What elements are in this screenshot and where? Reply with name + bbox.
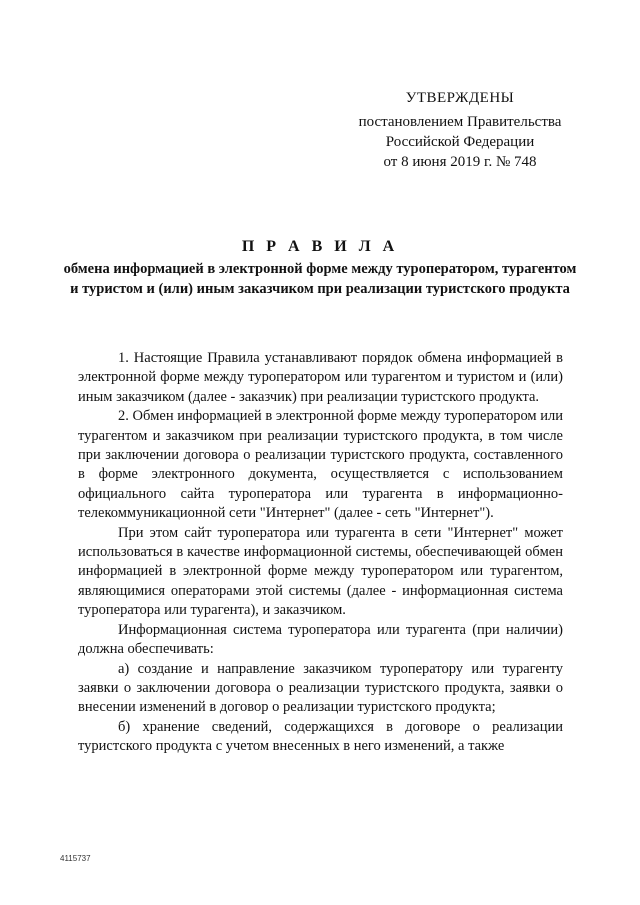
approval-heading: УТВЕРЖДЕНЫ xyxy=(405,90,515,106)
title-subtitle: обмена информацией в электронной форме между туроператором, турагентом и туристом и (или) иным заказчиком при реализации туристского продукта xyxy=(63,261,577,297)
paragraph-1: 1. Настоящие Правила устанавливают порядок обмена информацией в электронной форме между туроператором или турагентом и туристом и (или) иным заказчиком (далее - заказчик) при реализации туристского продукта. xyxy=(78,350,563,405)
approval-block xyxy=(330,88,590,172)
approval-line-2: Российской Федерации xyxy=(385,134,535,150)
document-title xyxy=(60,236,580,299)
document-number: 4115737 xyxy=(60,854,91,863)
paragraph-4: Информационная система туроператора или турагента (при наличии) должна обеспечивать: xyxy=(78,621,563,658)
paragraph-3: При этом сайт туроператора или турагента в сети "Интернет" может использоваться в качестве информационной системы, обеспечивающей обмен информацией в электронной форме между туроператором или турагентом, являющимися операторами этой системы (далее - информационная система туроператора или турагента), и заказчиком. xyxy=(78,524,563,619)
paragraph-6: б) хранение сведений, содержащихся в договоре о реализации туристского продукта с учетом внесенных в него изменений, а также xyxy=(78,718,563,755)
paragraph-2: 2. Обмен информацией в электронной форме между туроператором или турагентом и заказчиком при реализации туристского продукта, в том числе при заключении договора о реализации туристского продукта, составленного в форме электронного документа, осуществляется с использованием официального сайта туроператора или турагента в информационно-телекоммуникационной сети "Интернет" (далее - сеть "Интернет"). xyxy=(78,408,563,522)
title-main: П Р А В И Л А xyxy=(241,238,399,255)
document-body xyxy=(78,349,563,757)
paragraph-5: а) создание и направление заказчиком туроператору или турагенту заявки о заключении договора о реализации туристского продукта, заявки о внесении изменений в договор о реализации туристского продукта; xyxy=(78,660,563,716)
approval-line-1: постановлением Правительства xyxy=(358,114,562,130)
approval-line-3: от 8 июня 2019 г. № 748 xyxy=(383,154,537,170)
